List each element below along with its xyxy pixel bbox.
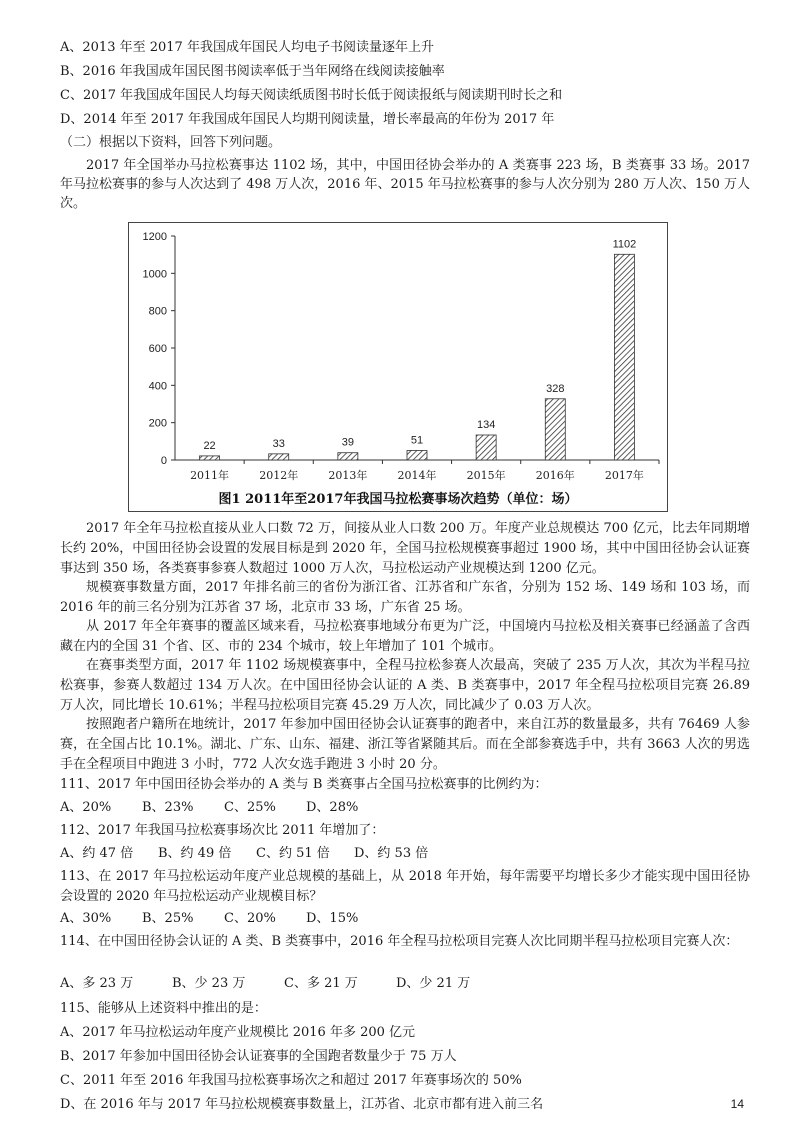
option-d: D、28%: [306, 800, 359, 815]
question-113-options: [60, 909, 388, 929]
option-a: A、多 23 万: [60, 976, 134, 991]
question-114-stem: 114、在中国田径协会认证的 A 类、B 类赛事中，2016 年全程马拉松项目完赛人次比同期半程马拉松项目完赛人次：: [60, 934, 739, 949]
prev-option-c: C、2017 年我国成年国民人均每天阅读纸质图书时长低于阅读报纸与阅读期刊时长之和: [60, 88, 563, 103]
page-number: 14: [730, 1097, 744, 1111]
question-112-options: [60, 844, 452, 864]
data-label: 39: [341, 436, 354, 449]
option-d: D、少 21 万: [396, 976, 471, 991]
option-a: A、20%: [60, 800, 112, 815]
option-c: C、多 21 万: [284, 976, 358, 991]
y-tick-label: 200: [148, 417, 167, 430]
option-a: A、约 47 倍: [60, 846, 134, 861]
data-label: 51: [410, 434, 424, 447]
y-tick-label: 1000: [142, 268, 167, 281]
bar: [476, 435, 496, 460]
prev-option-a: A、2013 年至 2017 年我国成年国民人均电子书阅读量逐年上升: [60, 40, 434, 55]
x-tick-label: 2016年: [535, 469, 575, 482]
x-tick-label: 2015年: [466, 469, 506, 482]
chart-frame: [128, 222, 668, 512]
question-111-options: [60, 798, 388, 818]
paragraph-event-types: 在赛事类型方面，2017 年 1102 场规模赛事中，全程马拉松参赛人次最高，突破了 235 万人次，其次为半程马拉松赛事，参赛人数超过 134 万人次。在中国田径协会认证的 A 类、B 类赛事中，2017 年全程马拉松项目完赛 26.89 万人次，同比增长 10.61%；半程马拉松项目完赛 45.29 万人次，同比减少了 0.03 万人次。: [60, 658, 750, 713]
option-d: D、约 53 倍: [354, 846, 429, 861]
bar: [545, 399, 565, 460]
paragraph-runners: 按照跑者户籍所在地统计，2017 年参加中国田径协会认证赛事的跑者中，来自江苏的数量最多，共有 76469 人参赛，在全国占比 10.1%。湖北、广东、山东、福建、浙江等省紧随其后。而在全部参赛选手中，共有 3663 人次的男选手在全程项目中跑进 3 小时，772 人次女选手跑进 3 小时 20 分。: [60, 717, 750, 772]
prev-option-b: B、2016 年我国成年国民图书阅读率低于当年网络在线阅读接触率: [60, 64, 445, 79]
x-tick-label: 2014年: [397, 469, 437, 482]
question-113-stem: 113、在 2017 年马拉松运动年度产业总规模的基础上，从 2018 年开始，每年需要平均增长多少才能实现中国田径协会设置的 2020 年马拉松运动产业规模目标？: [60, 869, 750, 904]
question-114-options: [60, 974, 508, 994]
y-tick-label: 800: [148, 305, 167, 318]
bar-chart: [129, 223, 667, 511]
option-b: B、少 23 万: [172, 976, 246, 991]
x-tick-label: 2017年: [604, 469, 644, 482]
option-a: A、30%: [60, 911, 112, 926]
bar: [407, 450, 427, 460]
option-c: C、约 51 倍: [256, 846, 330, 861]
question-115-option-a: A、2017 年马拉松运动年度产业规模比 2016 年多 200 亿元: [60, 1025, 416, 1040]
option-b: B、25%: [142, 911, 194, 926]
y-tick-label: 0: [160, 455, 167, 467]
section-heading: （二）根据以下资料，回答下列问题。: [60, 135, 282, 150]
intro-paragraph: 2017 年全国举办马拉松赛事达 1102 场，其中，中国田径协会举办的 A 类赛事 223 场，B 类赛事 33 场。2017 年马拉松赛事的参与人次达到了 498 万人次，2016 年、2015 年马拉松赛事的参与人次分别为 280 万人次、150 万人次。: [60, 158, 750, 211]
bar: [200, 456, 220, 460]
y-tick-label: 400: [148, 380, 167, 393]
paragraph-provinces: 规模赛事数量方面，2017 年排名前三的省份为浙江省、江苏省和广东省，分别为 152 场、149 场和 103 场，而 2016 年的前三名分别为江苏省 37 场，北京市 33 场，广东省 25 场。: [60, 580, 750, 615]
option-b: B、23%: [142, 800, 194, 815]
bar: [269, 454, 289, 460]
option-d: D、15%: [306, 911, 359, 926]
bar: [338, 453, 358, 460]
question-115-option-b: B、2017 年参加中国田径协会认证赛事的全国跑者数量少于 75 万人: [60, 1049, 457, 1064]
paragraph-coverage: 从 2017 年全年赛事的覆盖区域来看，马拉松赛事地域分布更为广泛，中国境内马拉松及相关赛事已经涵盖了含西藏在内的全国 31 个省、区、市的 234 个城市，较上年增加了 101 个城市。: [60, 619, 750, 654]
option-b: B、约 49 倍: [158, 846, 232, 861]
prev-option-d: D、2014 年至 2017 年我国成年国民人均期刊阅读量，增长率最高的年份为 2017 年: [60, 112, 555, 127]
y-tick-label: 1200: [142, 231, 167, 243]
data-label: 134: [476, 418, 496, 431]
option-c: C、25%: [224, 800, 276, 815]
question-115-option-c: C、2011 年至 2016 年我国马拉松赛事场次之和超过 2017 年赛事场次的 50%: [60, 1073, 522, 1088]
question-115-option-d: D、在 2016 年与 2017 年马拉松规模赛事数量上，江苏省、北京市都有进入前三名: [60, 1097, 544, 1112]
paragraph-industry: 2017 年全年马拉松直接从业人口数 72 万，间接从业人口数 200 万。年度产业总规模达 700 亿元，比去年同期增长约 20%，中国田径协会设置的发展目标是到 2020 年，全国马拉松规模赛事超过 1900 场，其中中国田径协会认证赛事达到 350 场，各类赛事参赛人数超过 1000 万人次，马拉松运动产业规模达到 1200 亿元。: [60, 521, 750, 576]
chart-title: 图1 2011年至2017年我国马拉松赛事场次趋势（单位：场）: [218, 492, 578, 507]
x-tick-label: 2012年: [259, 469, 299, 482]
bar: [614, 254, 634, 460]
data-label: 1102: [612, 238, 637, 251]
question-115-stem: 115、能够从上述资料中推出的是：: [60, 1001, 267, 1016]
data-label: 22: [203, 439, 216, 452]
option-c: C、20%: [224, 911, 276, 926]
y-tick-label: 600: [148, 343, 167, 355]
data-label: 328: [546, 382, 565, 395]
data-label: 33: [272, 437, 285, 450]
x-tick-label: 2013年: [328, 469, 368, 482]
x-tick-label: 2011年: [190, 469, 230, 482]
question-111-stem: 111、2017 年中国田径协会举办的 A 类与 B 类赛事占全国马拉松赛事的比例约为：: [60, 777, 548, 792]
question-112-stem: 112、2017 年我国马拉松赛事场次比 2011 年增加了：: [60, 823, 385, 838]
